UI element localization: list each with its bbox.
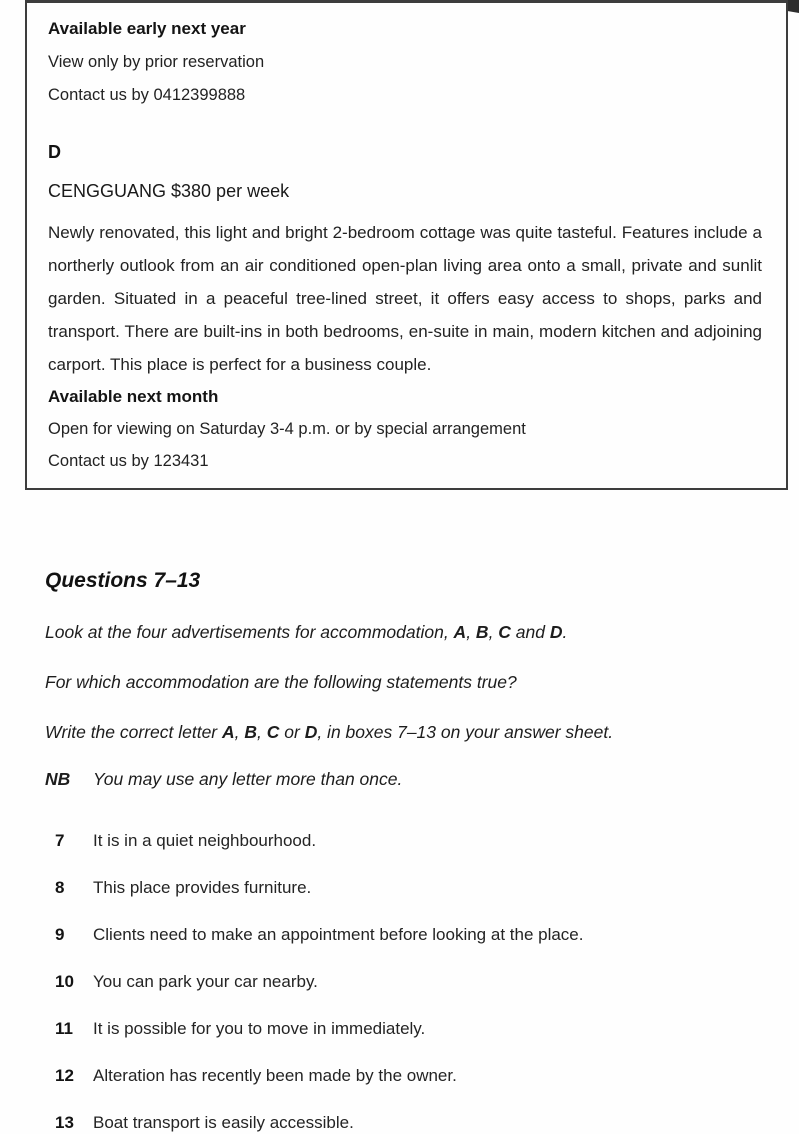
viewing-line: Open for viewing on Saturday 3-4 p.m. or by special arrangement <box>48 420 526 438</box>
nb-text: You may use any letter more than once. <box>93 769 403 789</box>
availability-line: Available early next year <box>48 19 246 38</box>
question-row <box>45 971 759 992</box>
question-row <box>45 924 759 945</box>
advertisement-box <box>25 0 788 490</box>
question-number: 13 <box>55 1113 74 1132</box>
question-row <box>45 830 759 851</box>
viewing-line: View only by prior reservation <box>48 53 265 71</box>
question-row <box>45 877 759 898</box>
contact-line: Contact us by 123431 <box>48 452 209 470</box>
listing-label: D <box>48 142 61 162</box>
question-row <box>45 1065 759 1086</box>
questions-section <box>0 560 799 1133</box>
listing-title: CENGGUANG $380 per week <box>48 181 290 201</box>
instruction-line: For which accommodation are the following statements true? <box>45 672 517 692</box>
instruction-line: Look at the four advertisements for accommodation, A, B, C and D. <box>45 622 568 642</box>
question-text: Clients need to make an appointment before looking at the place. <box>93 925 584 944</box>
question-text: This place provides furniture. <box>93 878 312 897</box>
question-text: It is possible for you to move in immediately. <box>93 1019 426 1038</box>
instruction-line: Write the correct letter A, B, C or D, in boxes 7–13 on your answer sheet. <box>45 722 614 742</box>
availability-line: Available next month <box>48 387 219 406</box>
question-text: It is in a quiet neighbourhood. <box>93 831 317 850</box>
nb-label: NB <box>45 769 71 789</box>
question-text: You can park your car nearby. <box>93 972 318 991</box>
question-list <box>45 830 759 1133</box>
question-text: Boat transport is easily accessible. <box>93 1113 354 1132</box>
contact-line: Contact us by 0412399888 <box>48 86 246 104</box>
question-text: Alteration has recently been made by the owner. <box>93 1066 457 1085</box>
question-number: 7 <box>55 831 65 850</box>
question-number: 9 <box>55 925 65 944</box>
question-number: 8 <box>55 878 65 897</box>
questions-heading: Questions 7–13 <box>45 569 201 592</box>
question-row <box>45 1018 759 1039</box>
listing-description: Newly renovated, this light and bright 2-bedroom cottage was quite tasteful. Features include a northerly outlook from an air conditioned open-plan living area onto a small, private and sunlit garden. Situated in a peaceful tree-lined street, it offers easy access to shops, parks and transport. There are built-ins in both bedrooms, en-suite in main, modern kitchen and adjoining carport. This place is perfect for a business couple. <box>48 223 762 374</box>
question-number: 10 <box>55 972 74 991</box>
question-row <box>45 1112 759 1133</box>
question-number: 12 <box>55 1066 74 1085</box>
question-number: 11 <box>55 1019 73 1038</box>
nb-note <box>45 768 759 791</box>
